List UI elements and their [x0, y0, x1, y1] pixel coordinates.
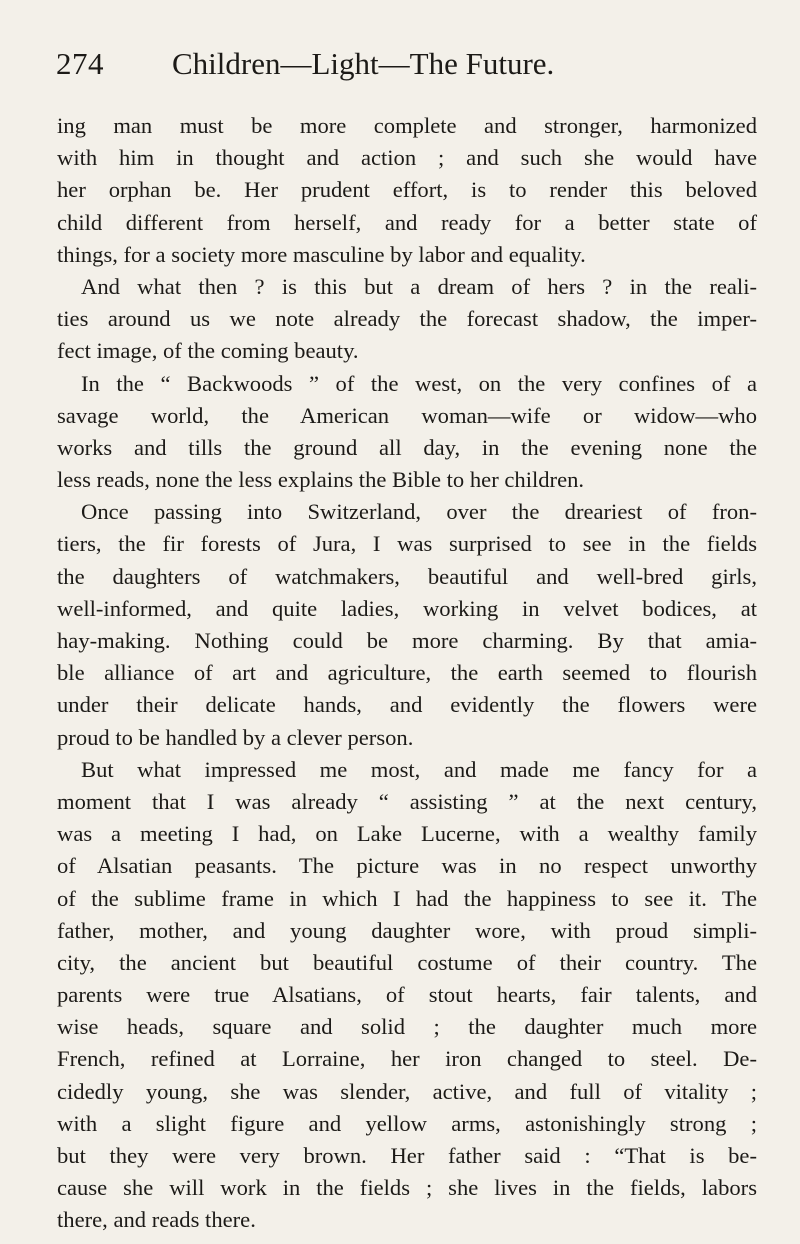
- text-line: In the “ Backwoods ” of the west, on the very confines of a: [81, 370, 757, 396]
- text-line: but they were very brown. Her father said : “That is be-: [57, 1143, 757, 1168]
- text-line: moment that I was already “ assisting ” at the next century,: [57, 788, 757, 814]
- text-line: her orphan be. Her prudent effort, is to render this beloved: [57, 177, 757, 203]
- text-line: was a meeting I had, on Lake Lucerne, with a wealthy family: [57, 821, 757, 847]
- text-line: under their delicate hands, and evidently the flowers were: [57, 692, 757, 718]
- text-line: child different from herself, and ready for a better state of: [57, 209, 757, 235]
- text-line: cause she will work in the fields ; she lives in the fields, labors: [57, 1175, 757, 1201]
- text-line: city, the ancient but beautiful costume of their country. The: [57, 949, 757, 975]
- text-line: proud to be handled by a clever person.: [57, 724, 414, 750]
- text-line: savage world, the American woman—wife or widow—who: [57, 402, 757, 428]
- body-text: [57, 110, 757, 1237]
- text-line: And what then ? is this but a dream of hers ? in the reali-: [81, 273, 757, 299]
- text-line: ble alliance of art and agriculture, the earth seemed to flourish: [57, 660, 757, 686]
- text-line: things, for a society more masculine by labor and equality.: [57, 241, 586, 267]
- text-line: But what impressed me most, and made me fancy for a: [81, 756, 757, 782]
- text-line: with him in thought and action ; and such she would have: [57, 145, 757, 171]
- text-line: less reads, none the less explains the Bible to her children.: [57, 467, 585, 493]
- text-line: cidedly young, she was slender, active, and full of vitality ;: [57, 1078, 757, 1104]
- text-line: works and tills the ground all day, in the evening none the: [57, 434, 757, 460]
- text-line: Once passing into Switzerland, over the dreariest of fron-: [81, 499, 757, 525]
- text-line: fect image, of the coming beauty.: [57, 338, 359, 364]
- text-line: tiers, the fir forests of Jura, I was surprised to see in the fields: [57, 531, 757, 557]
- text-line: French, refined at Lorraine, her iron changed to steel. De-: [57, 1046, 757, 1072]
- text-line: ties around us we note already the forecast shadow, the imper-: [57, 306, 757, 332]
- running-head: Children—Light—The Future.: [172, 46, 555, 81]
- text-line: ing man must be more complete and stronger, harmonized: [57, 113, 757, 138]
- page-header: [56, 46, 756, 96]
- text-line: parents were true Alsatians, of stout hearts, fair talents, and: [57, 982, 757, 1008]
- text-line: of the sublime frame in which I had the happiness to see it. The: [57, 885, 757, 911]
- text-line: well-informed, and quite ladies, working in velvet bodices, at: [57, 595, 757, 621]
- text-line: of Alsatian peasants. The picture was in no respect unworthy: [57, 853, 757, 879]
- text-line: hay-making. Nothing could be more charming. By that amia-: [57, 628, 757, 653]
- text-line: with a slight figure and yellow arms, astonishingly strong ;: [57, 1110, 757, 1136]
- text-line: there, and reads there.: [57, 1207, 256, 1233]
- page-number: 274: [56, 46, 104, 81]
- text-line: the daughters of watchmakers, beautiful and well-bred girls,: [57, 563, 757, 589]
- text-line: wise heads, square and solid ; the daughter much more: [57, 1014, 757, 1040]
- text-line: father, mother, and young daughter wore, with proud simpli-: [57, 917, 757, 943]
